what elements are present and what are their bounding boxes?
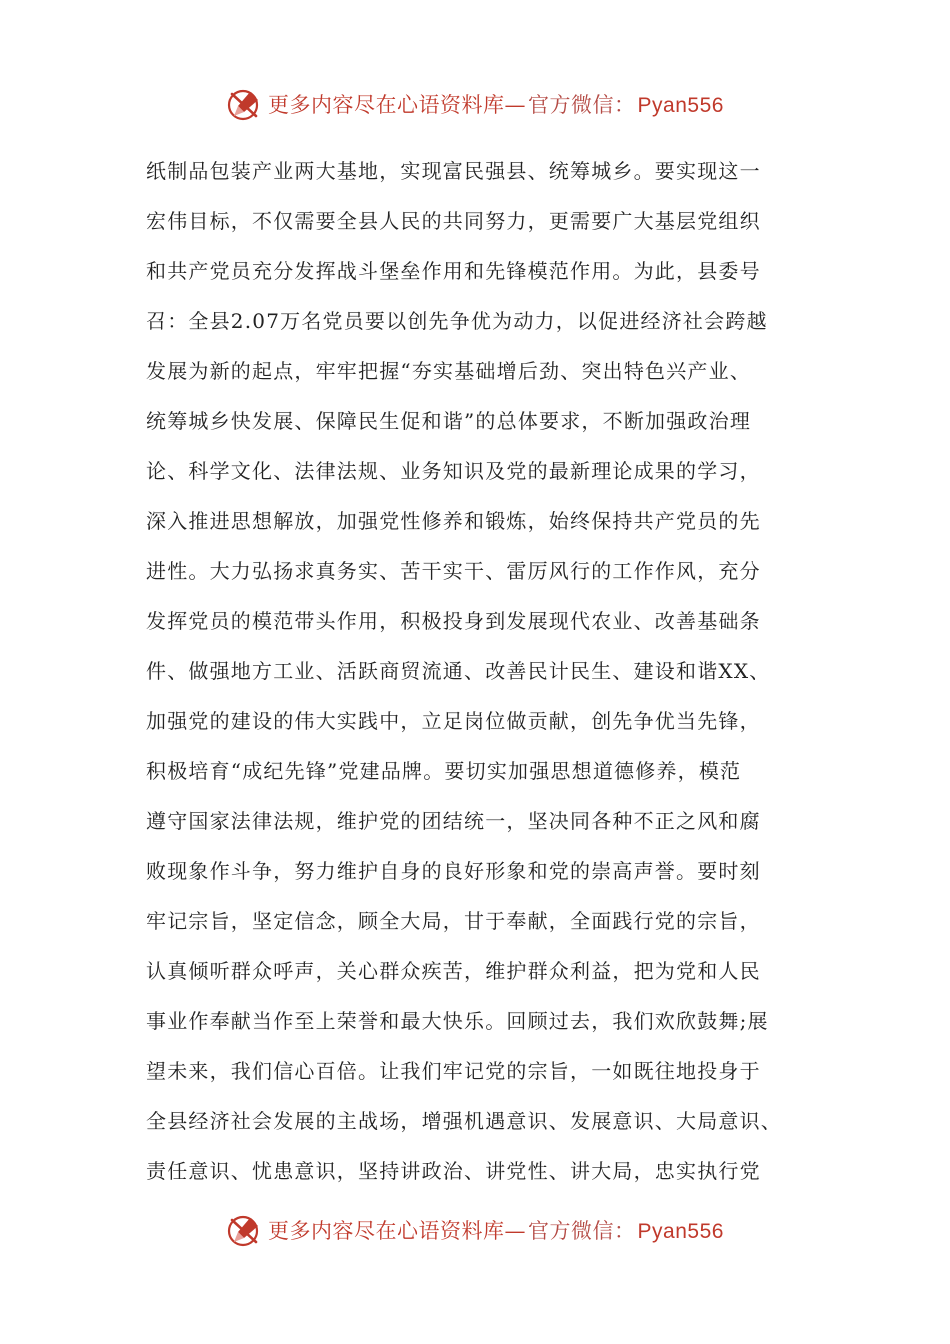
- body-line: 事业作奉献当作至上荣誉和最大快乐。回顾过去，我们欢欣鼓舞;展: [146, 1009, 769, 1033]
- watermark-wechat-label: 官方微信：: [528, 1219, 636, 1243]
- body-line: 望未来，我们信心百倍。让我们牢记党的宗旨，一如既往地投身于: [146, 1059, 761, 1083]
- watermark-text: [268, 1215, 724, 1245]
- body-line: 加强党的建设的伟大实践中，立足岗位做贡献，创先争优当先锋，: [146, 709, 761, 733]
- body-line: 深入推进思想解放，加强党性修养和锻炼，始终保持共产党员的先: [146, 509, 761, 533]
- body-line: 责任意识、忧患意识，坚持讲政治、讲党性、讲大局，忠实执行党: [146, 1159, 761, 1183]
- document-body: [146, 146, 806, 1196]
- watermark-text: [268, 89, 724, 119]
- body-line: 牢记宗旨，坚定信念，顾全大局，甘于奉献，全面践行党的宗旨，: [146, 909, 761, 933]
- body-line: 认真倾听群众呼声，关心群众疾苦，维护群众利益，把为党和人民: [146, 959, 761, 983]
- body-line: 统筹城乡快发展、保障民生促和谐”的总体要求，不断加强政治理: [146, 409, 752, 433]
- body-line: 召：全县2.07万名党员要以创先争优为动力，以促进经济社会跨越: [146, 309, 768, 333]
- watermark-site-text: 更多内容尽在心语资料库—: [268, 1219, 527, 1243]
- pen-logo-icon: [226, 86, 262, 122]
- watermark-wechat-id: Pyan556: [637, 94, 724, 117]
- watermark-wechat-label: 官方微信：: [528, 93, 636, 117]
- body-line: 和共产党员充分发挥战斗堡垒作用和先锋模范作用。为此，县委号: [146, 259, 761, 283]
- watermark-header: [0, 82, 950, 126]
- watermark-site-text: 更多内容尽在心语资料库—: [268, 93, 527, 117]
- body-line: 积极培育“成纪先锋”党建品牌。要切实加强思想道德修养，模范: [146, 759, 742, 783]
- body-line: 发挥党员的模范带头作用，积极投身到发展现代农业、改善基础条: [146, 609, 761, 633]
- body-line: 宏伟目标，不仅需要全县人民的共同努力，更需要广大基层党组织: [146, 209, 761, 233]
- body-line: 纸制品包装产业两大基地，实现富民强县、统筹城乡。要实现这一: [146, 159, 761, 183]
- body-line: 发展为新的起点，牢牢把握“夯实基础增后劲、突出特色兴产业、: [146, 359, 752, 383]
- watermark-footer: [0, 1208, 950, 1252]
- body-line: 进性。大力弘扬求真务实、苦干实干、雷厉风行的工作作风，充分: [146, 559, 761, 583]
- body-line: 遵守国家法律法规，维护党的团结统一，坚决同各种不正之风和腐: [146, 809, 761, 833]
- body-line: 败现象作斗争，努力维护自身的良好形象和党的崇高声誉。要时刻: [146, 859, 761, 883]
- body-line: 全县经济社会发展的主战场，增强机遇意识、发展意识、大局意识、: [146, 1109, 782, 1133]
- pen-logo-icon: [226, 1212, 262, 1248]
- watermark-wechat-id: Pyan556: [637, 1220, 724, 1243]
- body-line: 件、做强地方工业、活跃商贸流通、改善民计民生、建设和谐XX、: [146, 659, 771, 683]
- body-line: 论、科学文化、法律法规、业务知识及党的最新理论成果的学习，: [146, 459, 761, 483]
